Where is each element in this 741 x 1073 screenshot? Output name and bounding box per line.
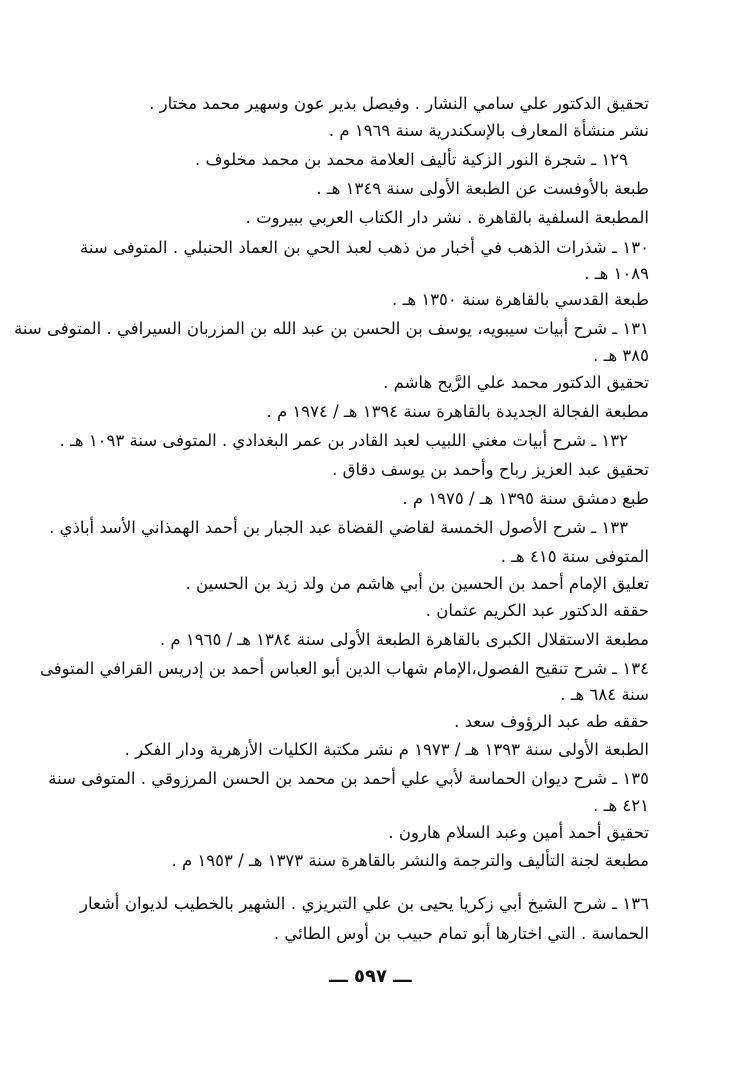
text-line: ١٣٠ ـ شذرات الذهب في أخبار من ذهب لعبد الحي بن العماد الحنبلي . المتوفى سنة (80, 238, 649, 257)
text-line: ١٣٢ ـ شرح أبيات مغني اللبيب لعبد القادر بن عمر البغدادي . المتوفى سنة ١٠٩٣ هـ . (59, 431, 628, 450)
page-number: ـــ ٥٩٧ ـــ (329, 966, 412, 987)
text-line: ١٣١ ـ شرح أبيات سيبويه، يوسف بن الحسن بن عبد الله بن المزربان السيرافي . المتوفى سنة (14, 319, 649, 338)
text-line: مطبعة الفجالة الجديدة بالقاهرة سنة ١٣٩٤ هـ / ١٩٧٤ م . (266, 402, 649, 421)
text-line: ٣٨٥ هـ . (593, 346, 649, 365)
text-line: نشر منشأة المعارف بالإسكندرية سنة ١٩٦٩ م . (328, 121, 649, 140)
text-line: حققه الدكتور عبد الكريم عثمان . (425, 601, 649, 620)
text-line: ١٣٤ ـ شرح تنقيح الفصول،الإمام شهاب الدين أبو العباس أحمد بن إدريس القرافي المتوفى (39, 659, 649, 678)
text-line: الطبعة الأولى سنة ١٣٩٣ هـ / ١٩٧٣ م نشر مكتبة الكليات الأزهرية ودار الفكر . (124, 740, 649, 759)
text-line: مطبعة لجنة التأليف والترجمة والنشر بالقاهرة سنة ١٣٧٣ هـ / ١٩٥٣ م . (171, 851, 649, 870)
text-line: تعليق الإمام أحمد بن الحسين بن أبي هاشم من ولد زيد بن الحسين . (185, 574, 649, 593)
text-line: تحقيق أحمد أمين وعبد السلام هارون . (388, 823, 649, 842)
text-line: تحقيق الدكتور محمد علي الرَّيح هاشم . (383, 373, 649, 392)
text-line: ١٣٣ ـ شرح الأصول الخمسة لقاضي القضاة عبد الجبار بن أحمد الهمذاني الأسد أباذي . (49, 518, 628, 537)
text-line: ١٢٩ ـ شجرة النور الزكية تأليف العلامة محمد بن محمد مخلوف . (195, 150, 628, 169)
text-line: تحقيق عبد العزيز رباح وأحمد بن يوسف دقاق . (332, 460, 649, 479)
text-line: ١٣٦ ـ شرح الشيخ أبي زكريا يحيى بن علي التبريزي . الشهير بالخطيب لديوان أشعار (80, 894, 649, 913)
text-line: طبعة القدسي بالقاهرة سنة ١٣٥٠ هـ . (392, 290, 649, 309)
text-line: المتوفى سنة ٤١٥ هـ . (500, 547, 649, 566)
text-line: الحماسة . التي اختارها أبو تمام حبيب بن أوس الطائي . (273, 924, 649, 943)
text-line: طبعة بالأوفست عن الطبعة الأولى سنة ١٣٤٩ هـ . (316, 179, 649, 198)
text-line: مطبعة الاستقلال الكبرى بالقاهرة الطبعة الأولى سنة ١٣٨٤ هـ / ١٩٦٥ م . (159, 630, 649, 649)
text-line: ١٠٨٩ هـ . (584, 264, 649, 283)
text-line: سنة ٦٨٤ هـ . (560, 685, 649, 704)
text-line: ٤٢١ هـ . (593, 796, 649, 815)
text-line: تحقيق الدكتور علي سامي النشار . وفيصل بدير عون وسهير محمد مختار . (149, 94, 649, 113)
text-line: المطبعة السلفية بالقاهرة . نشر دار الكتاب العربي ببيروت . (245, 208, 649, 227)
text-line: ١٣٥ ـ شرح ديوان الحماسة لأبي علي أحمد بن محمد بن الحسن المرزوقي . المتوفى سنة (48, 769, 649, 788)
text-line: طبع دمشق سنة ١٣٩٥ هـ / ١٩٧٥ م . (402, 489, 649, 508)
text-line: حققه طه عبد الرؤوف سعد . (454, 712, 649, 731)
